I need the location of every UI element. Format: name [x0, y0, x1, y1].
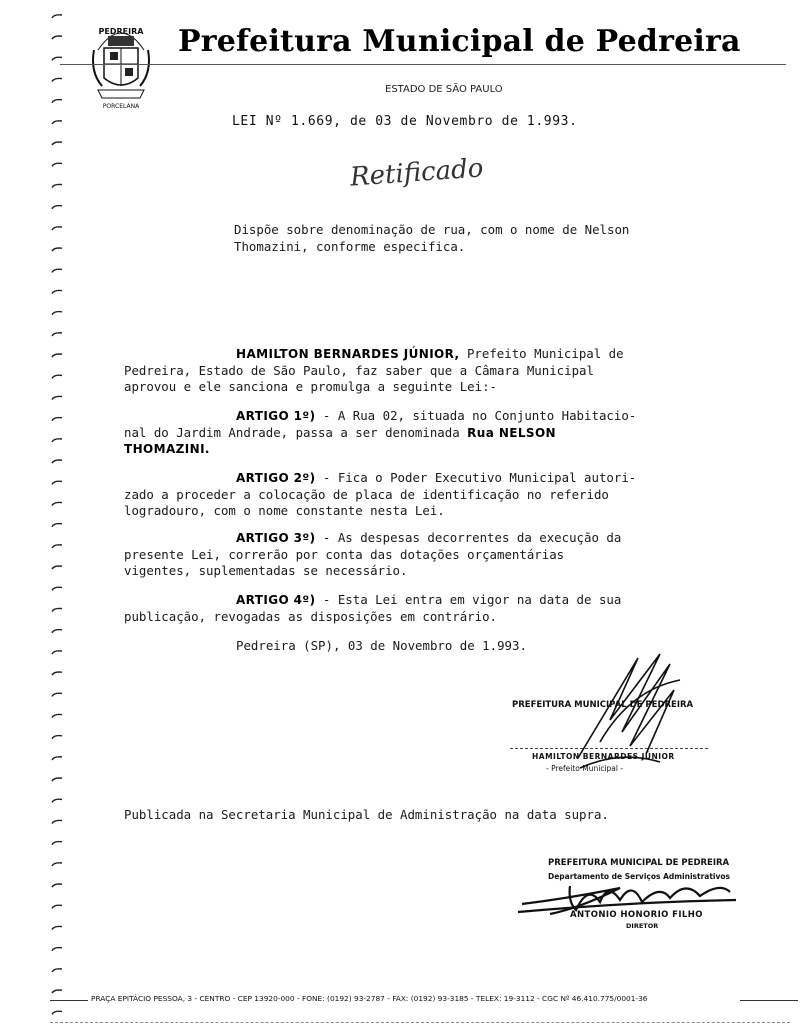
binding-tick	[52, 651, 62, 654]
street-name: Rua NELSON	[467, 425, 556, 440]
article-3-line: presente Lei, correrão por conta das dotações orçamentárias	[124, 546, 565, 562]
director-stamp-name: ANTONIO HONORIO FILHO	[570, 910, 703, 920]
binding-tick	[52, 354, 62, 357]
binding-tick	[52, 842, 62, 845]
binding-tick	[52, 375, 62, 378]
header-rule	[60, 64, 786, 65]
intro-first-line	[124, 346, 624, 363]
binding-tick	[52, 206, 62, 209]
publication-line: Publicada na Secretaria Municipal de Administração na data supra.	[124, 807, 609, 822]
binding-tick	[52, 312, 62, 315]
article-4	[124, 592, 621, 625]
article-3-text: - As despesas decorrentes da execução da	[315, 530, 622, 545]
binding-tick	[52, 15, 62, 18]
binding-tick	[52, 587, 62, 590]
binding-tick	[52, 757, 62, 760]
mayor-stamp-name: HAMILTON BERNARDES JÚNIOR	[532, 752, 675, 761]
mayor-stamp-org: PREFEITURA MUNICIPAL DE PEDREIRA	[512, 700, 694, 710]
intro-line: Pedreira, Estado de São Paulo, faz saber que a Câmara Municipal	[124, 362, 594, 378]
article-3-line: vigentes, suplementadas se necessário.	[124, 563, 408, 578]
binding-tick	[52, 57, 62, 60]
binding-tick	[52, 672, 62, 675]
article-2	[124, 470, 636, 520]
binding-tick	[52, 608, 62, 611]
binding-tick	[52, 439, 62, 442]
footer-rule	[740, 1000, 798, 1001]
article-1-text: - A Rua 02, situada no Conjunto Habitacio-	[315, 408, 637, 423]
binding-tick	[52, 36, 62, 39]
binding-tick	[52, 184, 62, 187]
mayor-signature-line	[510, 748, 708, 749]
binding-tick	[52, 990, 62, 993]
binding-tick	[52, 566, 62, 569]
article-1-label: ARTIGO 1º)	[236, 409, 316, 423]
article-3-label: ARTIGO 3º)	[236, 531, 316, 545]
binding-tick	[52, 100, 62, 103]
binding-marks	[38, 0, 68, 1034]
summary-line: Thomazini, conforme especifica.	[234, 238, 466, 254]
law-title: LEI Nº 1.669, de 03 de Novembro de 1.993.	[232, 114, 578, 129]
binding-tick	[52, 333, 62, 336]
bottom-edge	[50, 1022, 790, 1023]
article-4-line: publicação, revogadas as disposições em contrário.	[124, 608, 497, 624]
article-2-line: zado a proceder a colocação de placa de identificação no referido	[124, 486, 609, 502]
crest-top-text: PEDREIRA	[98, 27, 144, 36]
binding-tick	[52, 227, 62, 230]
mayor-stamp-role: - Prefeito Municipal -	[546, 764, 624, 773]
director-stamp-dept: Departamento de Serviços Administrativos	[548, 872, 731, 881]
binding-tick	[52, 481, 62, 484]
intro-paragraph	[124, 346, 624, 396]
municipal-crest	[88, 20, 154, 116]
director-stamp-role: DIRETOR	[626, 922, 659, 930]
binding-tick	[52, 502, 62, 505]
street-name-cont: THOMAZINI.	[124, 442, 210, 456]
article-4-text: - Esta Lei entra em vigor na data de sua	[315, 592, 622, 607]
intro-rest: Prefeito Municipal de	[459, 346, 624, 361]
binding-tick	[52, 460, 62, 463]
law-summary	[234, 222, 629, 255]
binding-tick	[52, 142, 62, 145]
binding-tick	[52, 905, 62, 908]
footer-rule	[50, 1000, 88, 1001]
date-line: Pedreira (SP), 03 de Novembro de 1.993.	[236, 638, 527, 653]
binding-tick	[52, 884, 62, 887]
binding-tick	[52, 121, 62, 124]
article-2-text: - Fica o Poder Executivo Municipal autori-	[315, 470, 637, 485]
director-stamp-org: PREFEITURA MUNICIPAL DE PEDREIRA	[548, 858, 730, 868]
binding-tick	[52, 630, 62, 633]
article-4-label: ARTIGO 4º)	[236, 593, 316, 607]
binding-tick	[52, 863, 62, 866]
binding-tick	[52, 820, 62, 823]
binding-tick	[52, 969, 62, 972]
binding-tick	[52, 693, 62, 696]
binding-tick	[52, 1011, 62, 1014]
binding-tick	[52, 396, 62, 399]
binding-tick	[52, 269, 62, 272]
binding-tick	[52, 418, 62, 421]
binding-tick	[52, 926, 62, 929]
binding-tick	[52, 799, 62, 802]
binding-tick	[52, 524, 62, 527]
summary-line: Dispõe sobre denominação de rua, com o nome de Nelson	[234, 222, 630, 237]
intro-line: aprovou e ele sanciona e promulga a seguinte Lei:-	[124, 379, 497, 394]
binding-tick	[52, 290, 62, 293]
handwritten-note: Retificado	[349, 153, 485, 193]
binding-tick	[52, 163, 62, 166]
article-3	[124, 530, 621, 580]
binding-tick	[52, 736, 62, 739]
binding-tick	[52, 78, 62, 81]
binding-tick	[52, 545, 62, 548]
state-line: ESTADO DE SÃO PAULO	[385, 84, 503, 95]
binding-tick	[52, 714, 62, 717]
crest-bottom-text: PORCELANA	[102, 103, 140, 110]
article-1	[124, 408, 636, 458]
footer-address: PRAÇA EPITÁCIO PESSOA, 3 - CENTRO - CEP 13920-000 - FONE: (0192) 93-2787 - FAX: (0192) 93-3185 - TELEX: 19-3112 - CGC Nº 46.410.775/0001-36	[91, 994, 648, 1003]
org-title: Prefeitura Municipal de Pedreira	[178, 24, 741, 59]
mayor-name: HAMILTON BERNARDES JÚNIOR,	[236, 347, 460, 361]
binding-tick	[52, 778, 62, 781]
article-2-line: logradouro, com o nome constante nesta Lei.	[124, 503, 445, 518]
article-2-label: ARTIGO 2º)	[236, 471, 316, 485]
article-1-text: nal do Jardim Andrade, passa a ser denominada	[124, 424, 468, 440]
binding-tick	[52, 948, 62, 951]
binding-tick	[52, 248, 62, 251]
